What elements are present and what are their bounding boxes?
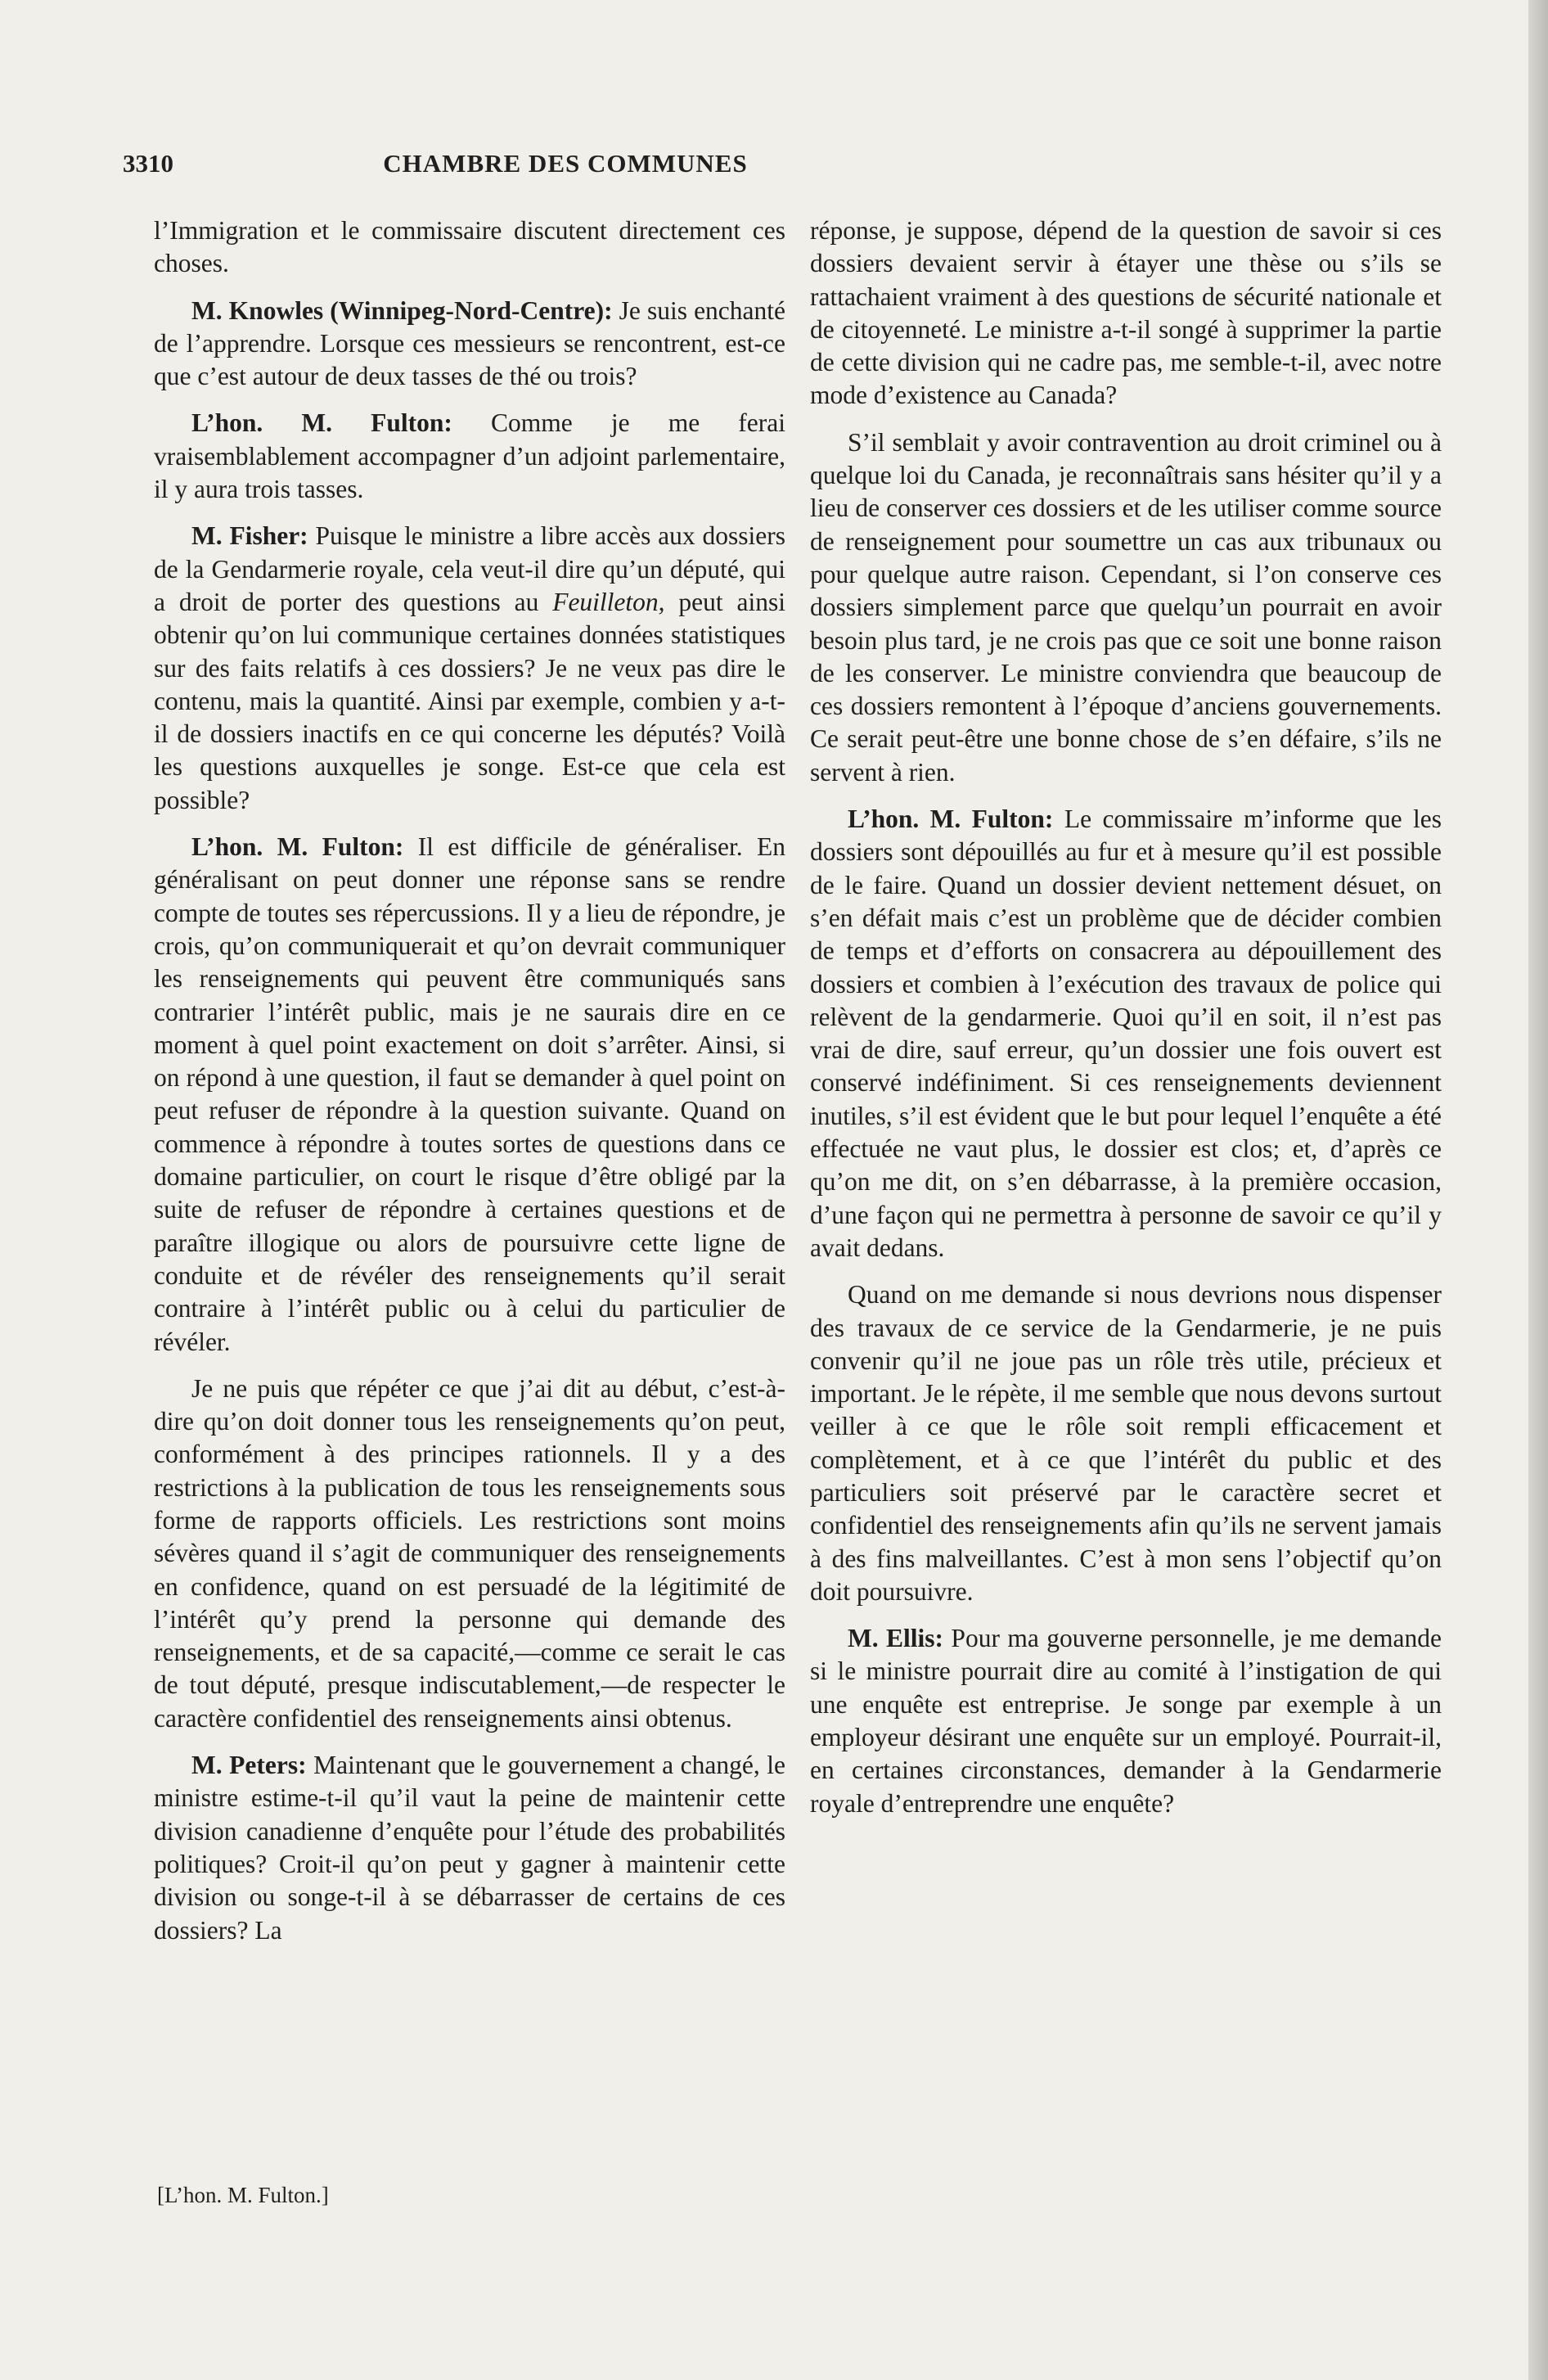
paragraph (810, 803, 1442, 1264)
paragraph (154, 407, 785, 506)
left-column (154, 214, 785, 1961)
paragraph-text: Comme je me ferai vraisemblablement accompagner d’un adjoint parlementaire, il y aura trois tasses. (154, 408, 785, 504)
speaker-name: M. Fisher: (191, 521, 308, 551)
paragraph (154, 1373, 785, 1735)
italic-text: Feuilleton, (552, 587, 665, 616)
paragraph-text: Pour ma gouverne personnelle, je me demande si le ministre pourrait dire au comité à l’instigation de qui une enquête est entreprise. Je songe par exemple à un employeur désirant une enquête sur un employé. Pourrait-il, en certaines circonstances, demander à la Gendarmerie royale d’entreprendre une enquête? (810, 1624, 1442, 1818)
paragraph-text: Puisque le ministre a libre accès aux dossiers de la Gendarmerie royale, cela veut-il dire qu’un député, qui a droit de porter des questions au (154, 521, 785, 616)
speaker-name: M. Peters: (191, 1751, 307, 1780)
speaker-name: M. Ellis: (848, 1624, 944, 1653)
paragraph (810, 1278, 1442, 1608)
right-column (810, 214, 1442, 1834)
page-edge (1528, 0, 1548, 2380)
page-number: 3310 (123, 149, 173, 178)
paragraph (810, 426, 1442, 789)
paragraph-text: Je suis enchanté de l’apprendre. Lorsque ces messieurs se rencontrent, est-ce que c’est autour de deux tasses de thé ou trois? (154, 295, 785, 391)
journal-title: CHAMBRE DES COMMUNES (383, 149, 748, 178)
speaker-name: L’hon. M. Fulton: (191, 408, 452, 438)
paragraph-text: S’il semblait y avoir contravention au droit criminel ou à quelque loi du Canada, je reconnaîtrais sans hésiter qu’il y a lieu de conserver ces dossiers et de les utiliser comme source de renseignement pour soumettre un cas aux tribunaux ou pour quelque autre raison. Cependant, si l’on conserve ces dossiers simplement parce que quelqu’un pourrait en avoir besoin plus tard, je ne crois pas que ce soit une bonne raison de les conserver. Le ministre conviendra que beaucoup de ces dossiers remontent à l’époque d’anciens gouvernements. Ce serait peut-être une bonne chose de s’en défaire, s’ils ne servent à rien. (810, 427, 1442, 787)
paragraph-text: Le commissaire m’informe que les dossiers sont dépouillés au fur et à mesure qu’il est possible de le faire. Quand un dossier devient nettement désuet, on s’en défait mais c’est un problème que de décider combien de temps et d’efforts on consacrera au dépouillement des dossiers et combien à l’exécution des travaux de police qui relèvent de la gendarmerie. Quoi qu’il en soit, il n’est pas vrai de dire, sauf erreur, qu’un dossier une fois ouvert est conservé indéfiniment. Si ces renseignements deviennent inutiles, s’il est évident que le but pour lequel l’enquête a été effectuée ne vaut plus, le dossier est clos; et, d’après ce qu’on me dit, on s’en débarrasse, à la première occasion, d’une façon qui ne permettra à personne de savoir ce qu’il y avait dedans. (810, 805, 1442, 1262)
paragraph-text: Maintenant que le gouvernement a changé, le ministre estime-t-il qu’il vaut la peine de maintenir cette division canadienne d’enquête pour l’étude des probabilités politiques? Croit-il qu’on peut y gagner à maintenir cette division ou songe-t-il à se débarrasser de certains de ces dossiers? La (154, 1751, 785, 1945)
footer-reference: [L’hon. M. Fulton.] (157, 2183, 329, 2207)
paragraph (154, 831, 785, 1359)
speaker-name: M. Knowles (Winnipeg-Nord-Centre): (191, 295, 613, 325)
paragraph-text: Je ne puis que répéter ce que j’ai dit au début, c’est-à-dire qu’on doit donner tous les renseignements qu’on peut, conformément à des principes rationnels. Il y a des restrictions à la publication de tous les renseignements sous forme de rapports officiels. Les restrictions sont moins sévères quand il s’agit de communiquer des renseignements en confidence, quand on est persuadé de la légitimité de l’intérêt qu’y prend la personne qui demande des renseignements, et de sa capacité,—comme ce serait le cas de tout député, presque indiscutablement,—de respecter le caractère confidentiel des renseignements ainsi obtenus. (154, 1373, 785, 1733)
page-header (123, 149, 1008, 185)
paragraph (810, 1622, 1442, 1820)
paragraph-text: Il est difficile de généraliser. En généralisant on peut donner une réponse sans se rendre compte de toutes ses répercussions. Il y a lieu de répondre, je crois, qu’on communiquerait et qu’on devrait communiquer les renseignements qui peuvent être communiqués sans contrarier l’intérêt public, mais je ne saurais dire en ce moment à quel point exactement on doit s’arrêter. Ainsi, si on répond à une question, il faut se demander à quel point on peut refuser de répondre à la question suivante. Quand on commence à répondre à toutes sortes de questions dans ce domaine particulier, on court le risque d’être obligé par la suite de refuser de répondre à certaines questions et de paraître illogique ou alors de poursuivre cette ligne de conduite et de révéler des renseignements qu’il serait contraire à l’intérêt public ou à celui du particulier de révéler. (154, 832, 786, 1356)
paragraph (154, 214, 785, 281)
paragraph (154, 1749, 785, 1947)
paragraph-text: peut ainsi obtenir qu’on lui communique certaines données statistiques sur des faits relatifs à ces dossiers? Je ne veux pas dire le contenu, mais la quantité. Ainsi par exemple, combien y a-t-il de dossiers inactifs en ce qui concerne les députés? Voilà les questions auxquelles je songe. Est-ce que cela est possible? (154, 587, 786, 814)
speaker-name: L’hon. M. Fulton: (191, 832, 404, 862)
speaker-name: L’hon. M. Fulton: (848, 805, 1054, 834)
paragraph-text: l’Immigration et le commissaire discutent directement ces choses. (154, 216, 785, 278)
paragraph (154, 295, 785, 394)
paragraph-text: réponse, je suppose, dépend de la question de savoir si ces dossiers devaient servir à étayer une thèse ou s’ils se rattachaient vraiment à des questions de sécurité nationale et de citoyenneté. Le ministre a-t-il songé à supprimer la partie de cette division qui ne cadre pas, me semble-t-il, avec notre mode d’existence au Canada? (810, 216, 1442, 410)
paragraph (810, 214, 1442, 412)
paragraph (154, 520, 785, 817)
paragraph-text: Quand on me demande si nous devrions nous dispenser des travaux de ce service de la Gendarmerie, je ne puis convenir qu’il ne joue pas un rôle très utile, précieux et important. Je le répète, il me semble que nous devons surtout veiller à ce que le rôle soit rempli efficacement et complètement, et à ce que l’intérêt du public et des particuliers soit préservé par le caractère secret et confidentiel des renseignements afin qu’ils ne servent jamais à des fins malveillantes. C’est à mon sens l’objectif qu’on doit poursuivre. (810, 1280, 1442, 1606)
